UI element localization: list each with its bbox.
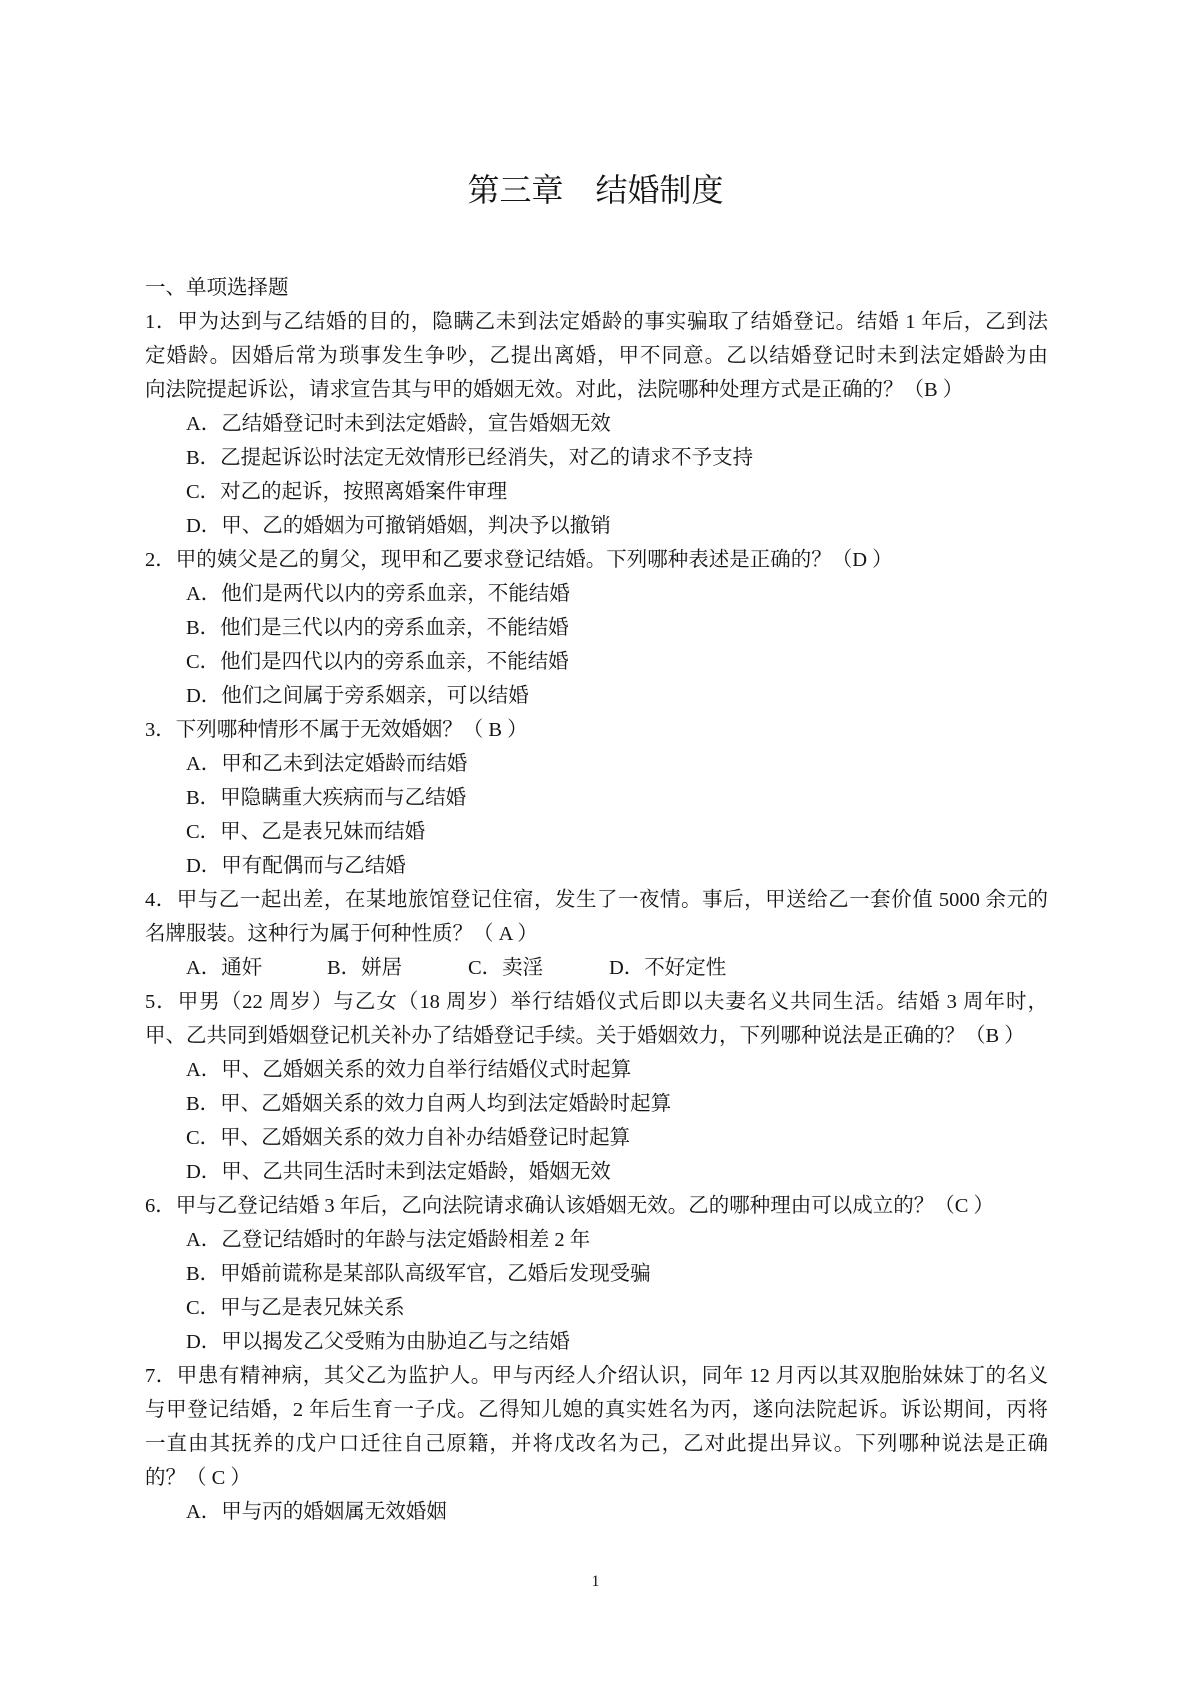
- question-text-line: 3．下列哪种情形不属于无效婚姻？（ B ）: [145, 719, 528, 741]
- option-d: D．甲、乙的婚姻为可撤销婚姻，判决予以撤销: [186, 515, 611, 537]
- question-text-line: 定婚龄。因婚后常为琐事发生争吵，乙提出离婚，甲不同意。乙以结婚登记时未到法定婚龄为由: [145, 345, 1048, 367]
- question-text-line: 7．甲患有精神病，其父乙为监护人。甲与丙经人介绍认识，同年 12 月丙以其双胞胎妹妹丁的名义: [145, 1365, 1048, 1387]
- option-c: C．甲与乙是表兄妹关系: [186, 1297, 405, 1319]
- option-c: C．甲、乙是表兄妹而结婚: [186, 821, 426, 843]
- question-text-line: 6．甲与乙登记结婚 3 年后，乙向法院请求确认该婚姻无效。乙的哪种理由可以成立的？（C ）: [145, 1195, 995, 1217]
- question-text-line: 甲、乙共同到婚姻登记机关补办了结婚登记手续。关于婚姻效力，下列哪种说法是正确的？（B ）: [145, 1025, 1025, 1047]
- option-a: A．他们是两代以内的旁系血亲，不能结婚: [186, 583, 570, 605]
- option-d: D．不好定性: [609, 957, 727, 979]
- question-text-line: 向法院提起诉讼，请求宣告其与甲的婚姻无效。对此，法院哪种处理方式是正确的？（B ）: [145, 379, 964, 401]
- question-7: [145, 1359, 1048, 1529]
- option-a: A．乙结婚登记时未到法定婚龄，宣告婚姻无效: [186, 413, 611, 435]
- question-4: [145, 883, 1048, 985]
- option-d: D．甲有配偶而与乙结婚: [186, 855, 406, 877]
- option-b: B．他们是三代以内的旁系血亲，不能结婚: [186, 617, 569, 639]
- page-number: 1: [591, 1573, 600, 1590]
- option-c: C．甲、乙婚姻关系的效力自补办结婚登记时起算: [186, 1127, 631, 1149]
- option-d: D．甲以揭发乙父受贿为由胁迫乙与之结婚: [186, 1331, 570, 1353]
- option-a: A．乙登记结婚时的年龄与法定婚龄相差 2 年: [186, 1229, 591, 1251]
- question-text-line: 与甲登记结婚，2 年后生育一子戊。乙得知儿媳的真实姓名为丙，遂向法院起诉。诉讼期间，丙将: [145, 1399, 1048, 1421]
- option-a: A．甲、乙婚姻关系的效力自举行结婚仪式时起算: [186, 1059, 632, 1081]
- question-text-line: 1．甲为达到与乙结婚的目的，隐瞒乙未到法定婚龄的事实骗取了结婚登记。结婚 1 年后，乙到法: [145, 311, 1048, 333]
- question-text-line: 的？（ C ）: [145, 1467, 251, 1489]
- options-row: [145, 951, 1048, 985]
- option-d: D．他们之间属于旁系姻亲，可以结婚: [186, 685, 529, 707]
- question-text-line: 4．甲与乙一起出差，在某地旅馆登记住宿，发生了一夜情。事后，甲送给乙一套价值 5000 余元的: [145, 889, 1048, 911]
- question-text-line: 2．甲的姨父是乙的舅父，现甲和乙要求登记结婚。下列哪种表述是正确的？（D ）: [145, 549, 893, 571]
- option-b: B．甲隐瞒重大疾病而与乙结婚: [186, 787, 467, 809]
- option-b: B．甲婚前谎称是某部队高级军官，乙婚后发现受骗: [186, 1263, 651, 1285]
- option-b: B．甲、乙婚姻关系的效力自两人均到法定婚龄时起算: [186, 1093, 672, 1115]
- chapter-title: 第三章 结婚制度: [467, 172, 724, 208]
- question-text-line: 5．甲男（22 周岁）与乙女（18 周岁）举行结婚仪式后即以夫妻名义共同生活。结婚 3 周年时，: [145, 991, 1048, 1013]
- option-d: D．甲、乙共同生活时未到法定婚龄，婚姻无效: [186, 1161, 611, 1183]
- question-2: [145, 543, 1048, 713]
- document-body: [145, 271, 1048, 1529]
- option-a: A．甲和乙未到法定婚龄而结婚: [186, 753, 468, 775]
- option-c: C．对乙的起诉，按照离婚案件审理: [186, 481, 508, 503]
- question-text-line: 名牌服装。这种行为属于何种性质？（ A ）: [145, 923, 538, 945]
- question-text-line: 一直由其抚养的戊户口迁往自己原籍，并将戊改名为己，乙对此提出异议。下列哪种说法是正确: [145, 1433, 1048, 1455]
- question-5: [145, 985, 1048, 1189]
- option-b: B．姘居: [327, 957, 403, 979]
- option-c: C．他们是四代以内的旁系血亲，不能结婚: [186, 651, 569, 673]
- option-a: A．通奸: [186, 957, 263, 979]
- section-heading: 一、单项选择题: [145, 277, 289, 299]
- question-3: [145, 713, 1048, 883]
- option-a: A．甲与丙的婚姻属无效婚姻: [186, 1501, 447, 1523]
- option-c: C．卖淫: [468, 957, 544, 979]
- question-1: [145, 305, 1048, 543]
- question-6: [145, 1189, 1048, 1359]
- option-b: B．乙提起诉讼时法定无效情形已经消失，对乙的请求不予支持: [186, 447, 754, 469]
